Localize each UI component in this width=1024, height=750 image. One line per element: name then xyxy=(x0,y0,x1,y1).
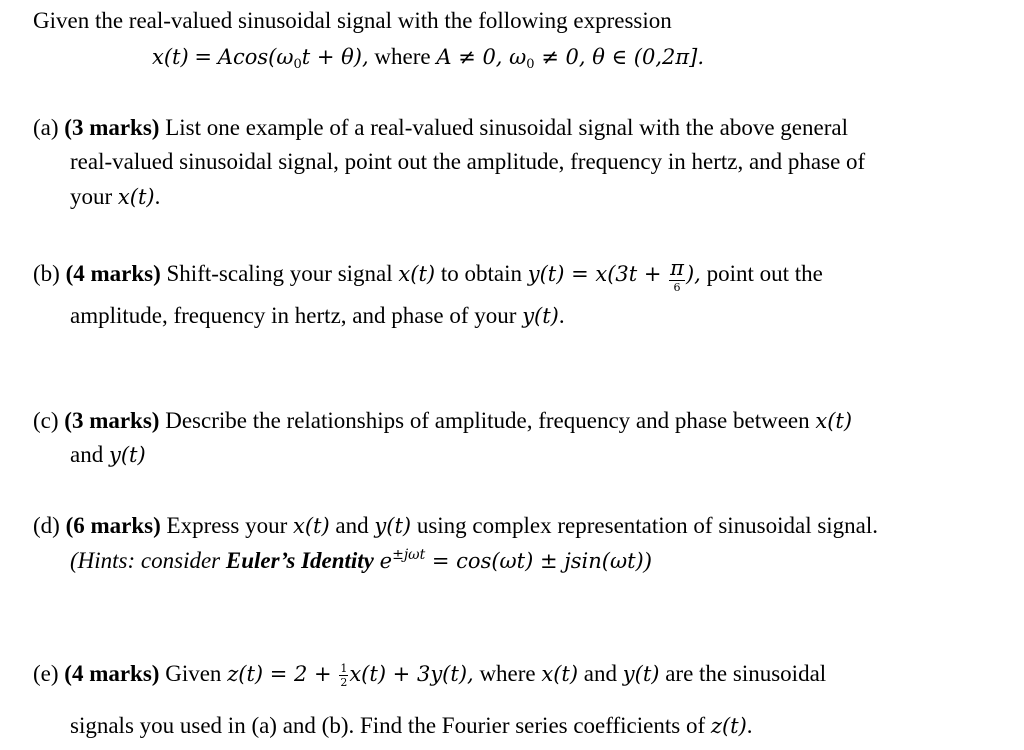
question-a-math: x(t) xyxy=(117,185,155,209)
question-e-fraction xyxy=(339,663,348,688)
question-d-hint xyxy=(70,548,651,574)
question-c-line2 xyxy=(70,442,146,468)
formula-lhs: x(t) xyxy=(152,45,189,69)
question-a-text3: your xyxy=(70,184,118,209)
formula-where: where xyxy=(374,44,431,69)
hint-e: e xyxy=(379,549,393,573)
question-e-math2: x(t) + 3y(t), xyxy=(349,662,474,686)
question-b-frac-den: 6 xyxy=(673,281,681,294)
question-b-label: (b) xyxy=(33,260,60,286)
question-d-text2: and xyxy=(329,513,375,538)
signal-formula xyxy=(152,44,704,70)
formula-rhs-tail: t + θ), xyxy=(301,45,369,69)
question-b-end: . xyxy=(558,303,565,328)
formula-eq: = xyxy=(194,45,213,69)
hint-eq: = cos(ωt) ± jsin(ωt) xyxy=(425,549,644,573)
question-d-text1: Express your xyxy=(166,513,293,538)
question-a-marks: (3 marks) xyxy=(64,115,160,140)
question-e-text1: Given xyxy=(165,661,228,686)
question-e-text2: where xyxy=(473,661,542,686)
question-e-text3: and xyxy=(578,661,623,686)
question-e-marks: (4 marks) xyxy=(64,661,160,686)
question-e-line2 xyxy=(70,713,753,739)
question-b-line2 xyxy=(70,303,565,329)
question-e-frac-den: 2 xyxy=(340,676,348,690)
question-e-frac-num: 1 xyxy=(340,662,348,676)
question-a-line1 xyxy=(33,115,848,141)
formula-sub: 0 xyxy=(293,57,302,72)
hint-close: ) xyxy=(643,548,652,573)
hint-exp: ±jωt xyxy=(392,547,426,563)
formula-rhs: Acos(ω xyxy=(217,45,294,69)
question-e-math4: y(t) xyxy=(622,662,660,686)
question-b-text3: point out the xyxy=(700,260,823,286)
question-e-text5: signals you used in (a) and (b). Find the Fourier series coefficients of xyxy=(70,713,711,738)
question-b-text1: Shift-scaling your signal xyxy=(166,260,399,286)
formula-cond-b: ≠ 0, θ ∈ (0,2π]. xyxy=(534,45,705,69)
formula-cond-sub: 0 xyxy=(526,57,535,72)
question-a-line2: real-valued sinusoidal signal, point out the amplitude, frequency in hertz, and phase of xyxy=(70,149,866,174)
question-b-math4: y(t) xyxy=(522,304,559,328)
question-e-math3: x(t) xyxy=(541,662,579,686)
question-c-text2: and xyxy=(70,442,109,467)
question-c-math2: y(t) xyxy=(108,443,146,467)
intro-line: Given the real-valued sinusoidal signal with the following expression xyxy=(33,8,672,33)
question-c-math1: x(t) xyxy=(815,409,853,433)
question-c-marks: (3 marks) xyxy=(64,408,160,433)
question-e-math1: z(t) = 2 + xyxy=(227,662,339,686)
question-e-math5: z(t) xyxy=(710,714,747,738)
question-b-math1: x(t) xyxy=(398,261,436,286)
question-d-math1: x(t) xyxy=(293,514,330,538)
question-e-text4: are the sinusoidal xyxy=(659,661,827,686)
question-b-math2: y(t) = x(3t + xyxy=(527,261,669,286)
question-b-marks: (4 marks) xyxy=(65,260,161,286)
question-d-marks: (6 marks) xyxy=(65,513,161,538)
question-d-label: (d) xyxy=(33,513,60,538)
question-b-text4: amplitude, frequency in hertz, and phase of your xyxy=(70,303,523,328)
question-a-text1: List one example of a real-valued sinusoidal signal with the above general xyxy=(165,115,848,140)
question-b-math3: ), xyxy=(685,261,701,286)
question-b-text2: to obtain xyxy=(435,260,528,286)
question-c-line1 xyxy=(33,408,852,434)
question-d-text3: using complex representation of sinusoidal signal. xyxy=(411,513,879,538)
question-d-math2: y(t) xyxy=(374,514,412,538)
question-b-fraction xyxy=(669,258,685,293)
question-c-text1: Describe the relationships of amplitude, frequency and phase between xyxy=(165,408,816,433)
hint-open: (Hints: consider xyxy=(70,548,226,573)
question-e-line1 xyxy=(33,661,826,688)
question-b-frac-num: π xyxy=(670,256,684,280)
hint-euler: Euler’s Identity xyxy=(225,548,374,573)
question-b-line1 xyxy=(33,258,823,293)
question-d-line1 xyxy=(33,513,878,539)
question-a-label: (a) xyxy=(33,115,59,140)
question-e-end: . xyxy=(746,713,753,738)
question-e-label: (e) xyxy=(33,661,59,686)
question-a-line3 xyxy=(70,184,160,210)
question-a-end: . xyxy=(154,184,161,209)
question-c-label: (c) xyxy=(33,408,59,433)
formula-cond-a: A ≠ 0, ω xyxy=(436,45,527,69)
